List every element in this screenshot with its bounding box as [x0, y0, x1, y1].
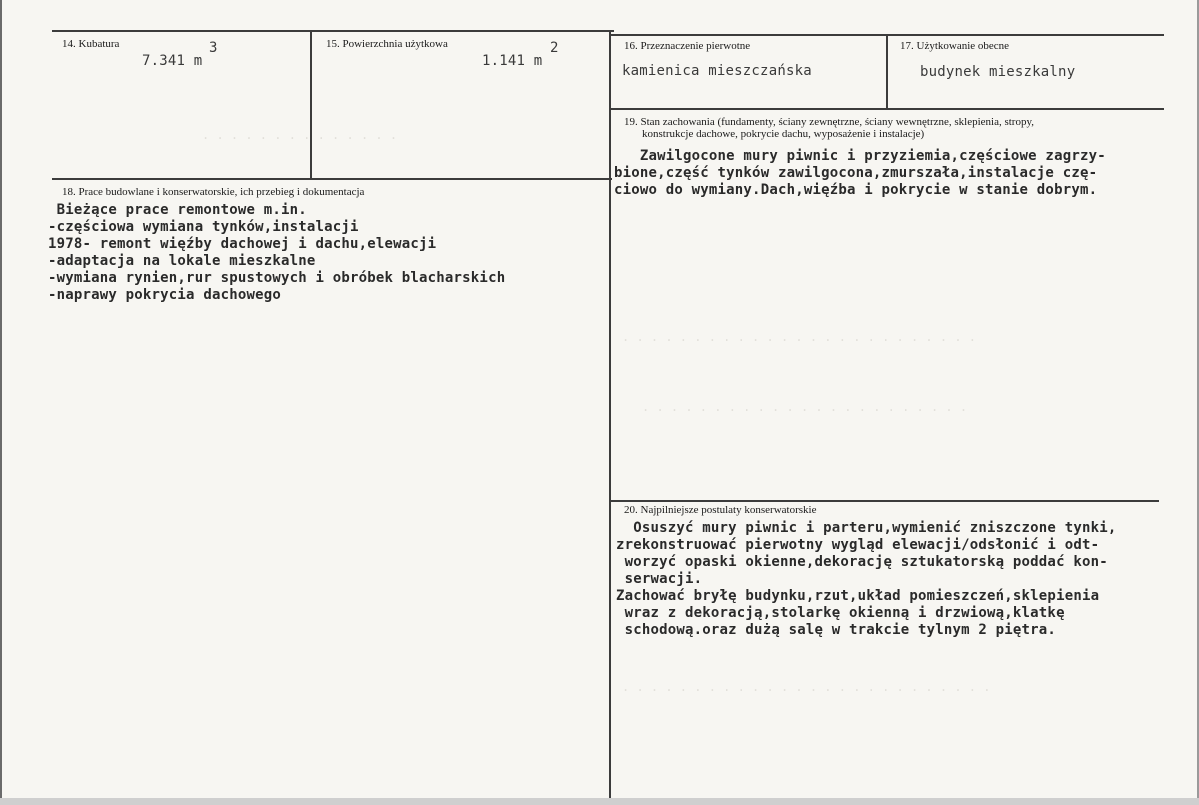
prace-label: 18. Prace budowlane i konserwatorskie, ich przebieg i dokumentacja [62, 186, 365, 198]
kubatura-value: 7.341 m [142, 53, 203, 69]
stan-label-line1: 19. Stan zachowania (fundamenty, ściany zewnętrzne, ściany wewnętrzne, sklepienia, stropy, [624, 116, 1035, 128]
postulaty-line: Osuszyć mury piwnic i parteru,wymienić zniszczone tynki, [616, 520, 1117, 536]
postulaty-line: wraz z dekoracją,stolarkę okienną i drzwiową,klatkę [616, 605, 1065, 621]
rule-under-14-15 [52, 178, 612, 180]
divider-14-15 [310, 30, 312, 180]
top-rule-left [52, 30, 614, 32]
postulaty-line: zrekonstruować pierwotny wygląd elewacji/odsłonić i odt- [616, 537, 1100, 553]
show-through-mark: . . . . . . . . . . . . . . [202, 128, 398, 142]
postulaty-line: Zachować bryłę budynku,rzut,układ pomieszczeń,sklepienia [616, 588, 1100, 604]
prace-line: -adaptacja na lokale mieszkalne [48, 253, 316, 269]
powierzchnia-exponent: 2 [550, 40, 559, 56]
stan-label-line2: konstrukcje dachowe, pokrycie dachu, wyposażenie i instalacje) [642, 128, 925, 140]
divider-16-17 [886, 34, 888, 108]
show-through-mark: . . . . . . . . . . . . . . . . . . . . . . . . . . [622, 680, 991, 694]
stan-line: Zawilgocone mury piwnic i przyziemia,częściowe zagrzy- [614, 148, 1106, 164]
postulaty-line: schodową.oraz dużą salę w trakcie tylnym 2 piętra. [616, 622, 1057, 638]
prace-line: -naprawy pokrycia dachowego [48, 287, 281, 303]
card-bottom-edge [0, 798, 1199, 805]
prace-line: -częściowa wymiana tynków,instalacji [48, 219, 359, 235]
prace-line: Bieżące prace remontowe m.in. [48, 202, 307, 218]
stan-line: ciowo do wymiany.Dach,więźba i pokrycie w stanie dobrym. [614, 182, 1098, 198]
show-through-mark: . . . . . . . . . . . . . . . . . . . . . . . [642, 400, 968, 414]
uzytkowanie-value: budynek mieszkalny [920, 64, 1076, 80]
stan-line: bione,część tynków zawilgocona,zmurszała,instalacje czę- [614, 165, 1098, 181]
prace-line: -wymiana rynien,rur spustowych i obróbek blacharskich [48, 270, 506, 286]
powierzchnia-value: 1.141 m [482, 53, 543, 69]
rule-above-20 [610, 500, 1159, 502]
kubatura-exponent: 3 [209, 40, 218, 56]
przeznaczenie-value: kamienica mieszczańska [622, 63, 812, 79]
prace-line: 1978- remont więźby dachowej i dachu,elewacji [48, 236, 437, 252]
przeznaczenie-label: 16. Przeznaczenie pierwotne [624, 40, 751, 52]
divider-left-right [609, 32, 611, 805]
kubatura-label: 14. Kubatura [62, 38, 120, 50]
show-through-mark: . . . . . . . . . . . . . . . . . . . . . . . . . [622, 330, 977, 344]
postulaty-line: worzyć opaski okienne,dekorację sztukatorską poddać kon- [616, 554, 1108, 570]
rule-under-16-17 [610, 108, 1164, 110]
uzytkowanie-label: 17. Użytkowanie obecne [900, 40, 1010, 52]
postulaty-line: serwacji. [616, 571, 703, 587]
postulaty-label: 20. Najpilniejsze postulaty konserwatorskie [624, 504, 817, 516]
powierzchnia-label: 15. Powierzchnia użytkowa [326, 38, 448, 50]
